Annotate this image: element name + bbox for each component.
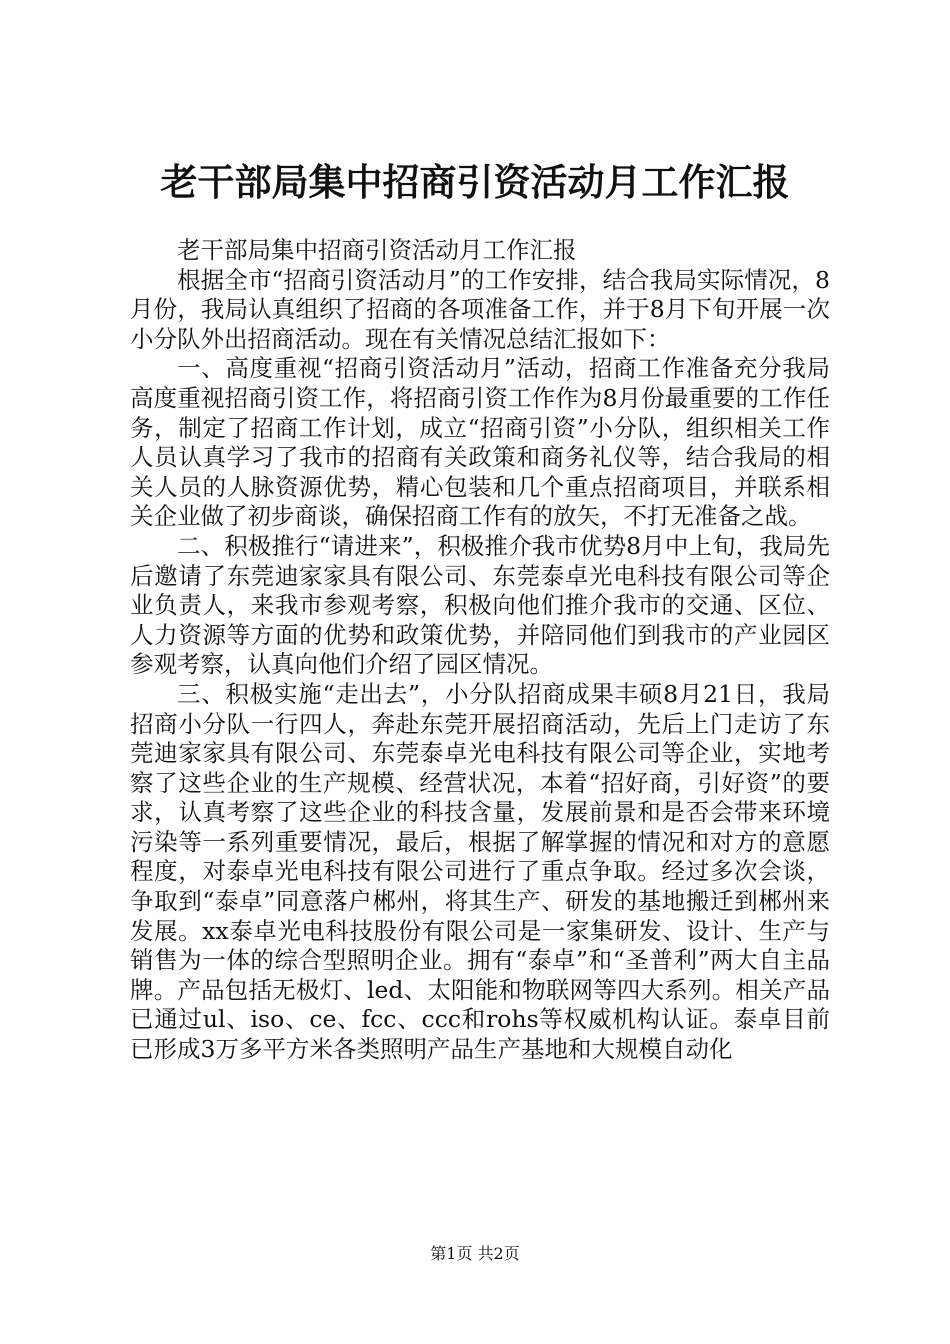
section-three-paragraph: 三、积极实施“走出去”，小分队招商成果丰硕8月21日，我局招商小分队一行四人，奔赴东莞开展招商活动，先后上门走访了东莞迪家家具有限公司、东莞泰卓光电科技有限公司等企业，实地考察了这些企业的生产规模、经营状况，本着“招好商，引好资”的要求，认真考察了这些企业的科技含量，发展前景和是否会带来环境污染等一系列重要情况，最后，根据了解掌握的情况和对方的意愿程度，对泰卓光电科技有限公司进行了重点争取。经过多次会谈，争取到“泰卓”同意落户郴州，将其生产、研发的基地搬迁到郴州来发展。xx泰卓光电科技股份有限公司是一家集研发、设计、生产与销售为一体的综合型照明企业。拥有“泰卓”和“圣普利”两大自主品牌。产品包括无极灯、led、太阳能和物联网等四大系列。相关产品已通过ul、iso、ce、fcc、ccc和rohs等权威机构认证。泰卓目前已形成3万多平方米各类照明产品生产基地和大规模自动化 xyxy=(130,679,830,1064)
section-two-paragraph: 二、积极推行“请进来”，积极推介我市优势8月中上旬，我局先后邀请了东莞迪家家具有限公司、东莞泰卓光电科技有限公司等企业负责人，来我市参观考察，积极向他们推介我市的交通、区位、人力资源等方面的优势和政策优势，并陪同他们到我市的产业园区参观考察，认真向他们介绍了园区情况。 xyxy=(130,531,830,679)
page-footer: 第1页 共2页 xyxy=(430,1244,520,1263)
document-body xyxy=(130,236,830,1065)
intro-paragraph: 根据全市“招商引资活动月”的工作安排，结合我局实际情况，8月份，我局认真组织了招商的各项准备工作，并于8月下旬开展一次小分队外出招商活动。现在有关情况总结汇报如下： xyxy=(130,265,830,353)
document-title: 老干部局集中招商引资活动月工作汇报 xyxy=(160,160,790,204)
section-one-paragraph: 一、高度重视“招商引资活动月”活动，招商工作准备充分我局高度重视招商引资工作，将招商引资工作作为8月份最重要的工作任务，制定了招商工作计划，成立“招商引资”小分队，组织相关工作人员认真学习了我市的招商有关政策和商务礼仪等，结合我局的相关人员的人脉资源优势，精心包装和几个重点招商项目，并联系相关企业做了初步商谈，确保招商工作有的放矢，不打无准备之战。 xyxy=(130,354,830,531)
subtitle-paragraph: 老干部局集中招商引资活动月工作汇报 xyxy=(177,236,577,264)
